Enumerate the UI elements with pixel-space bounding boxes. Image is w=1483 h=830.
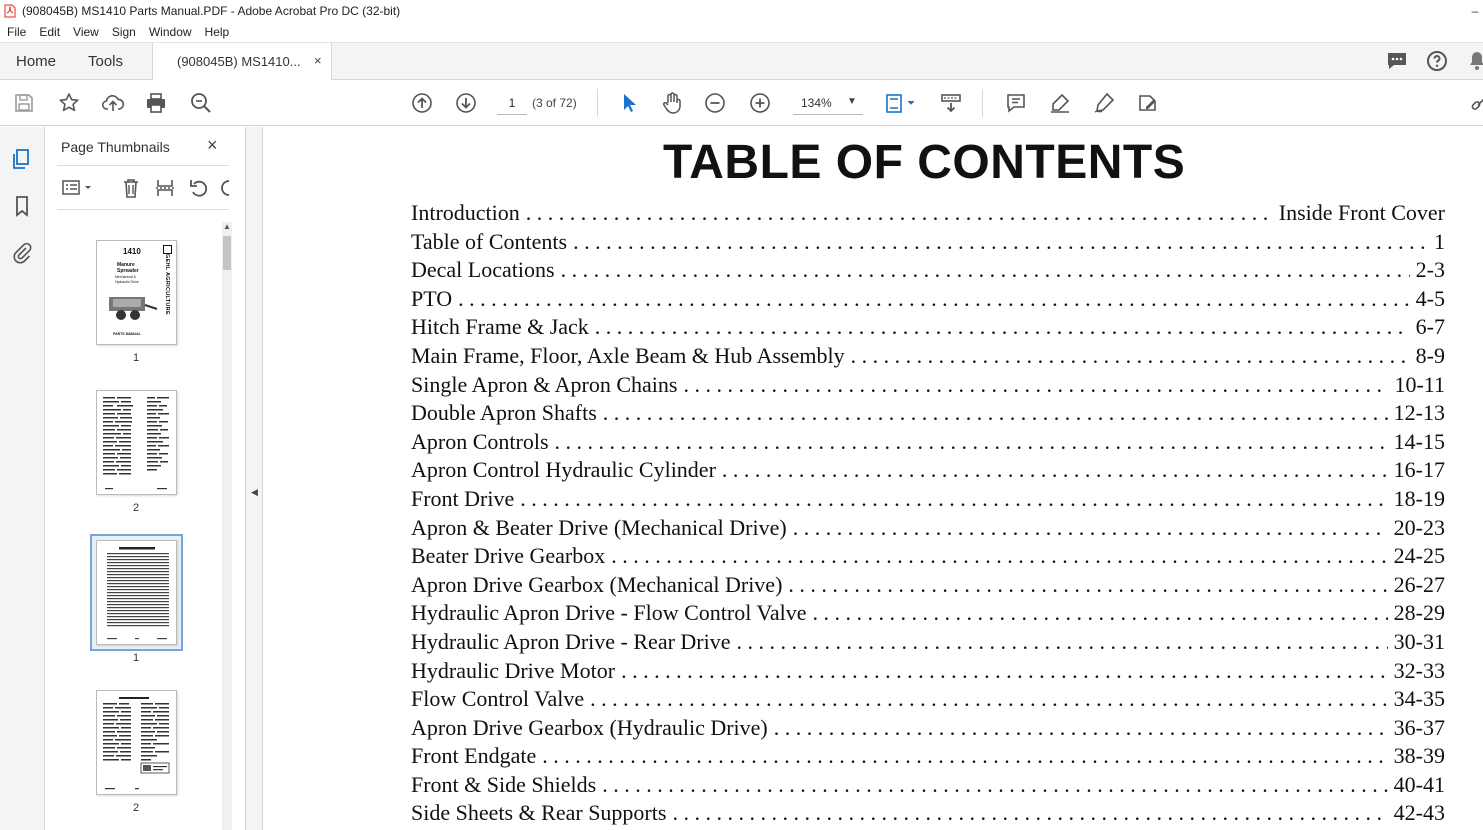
next-page-icon[interactable] — [454, 91, 478, 115]
menu-help[interactable]: Help — [204, 25, 230, 39]
toc-entry-page: 42-43 — [1393, 800, 1445, 826]
toc-entry[interactable] — [411, 658, 1445, 687]
toc-entry[interactable] — [411, 572, 1445, 601]
toc-leader-dots — [520, 486, 1387, 512]
page-number-input[interactable] — [497, 91, 527, 115]
delete-page-icon[interactable] — [120, 177, 142, 199]
toc-entry[interactable] — [411, 715, 1445, 744]
toc-leader-dots — [722, 457, 1388, 483]
title-bar — [0, 0, 1483, 22]
menu-view[interactable]: View — [73, 25, 99, 39]
toolbar-divider — [982, 89, 983, 117]
link-icon[interactable] — [1470, 91, 1483, 115]
toc-leader-dots — [603, 400, 1388, 426]
toc-entry[interactable] — [411, 372, 1445, 401]
options-menu-icon[interactable] — [61, 177, 95, 199]
toc-leader-dots — [458, 286, 1410, 312]
toc-entry[interactable] — [411, 543, 1445, 572]
toc-entry-title: Flow Control Valve — [411, 686, 585, 712]
scroll-up-icon[interactable]: ▲ — [223, 222, 231, 231]
toc-entry[interactable] — [411, 515, 1445, 544]
table-of-contents — [411, 200, 1445, 829]
toc-entry-title: Main Frame, Floor, Axle Beam & Hub Assembly — [411, 342, 845, 368]
menu-window[interactable]: Window — [148, 25, 192, 39]
thumbnail-toolbar — [57, 177, 237, 203]
cover-spreader-image — [103, 293, 159, 321]
toc-entry-page: 16-17 — [1393, 457, 1445, 483]
toc-leader-dots — [555, 429, 1388, 455]
toc-entry-page: 36-37 — [1393, 714, 1445, 740]
toc-leader-dots — [561, 257, 1410, 283]
toc-entry[interactable] — [411, 800, 1445, 829]
toc-leader-dots — [683, 372, 1388, 398]
thumbnail-page-index2[interactable] — [96, 690, 177, 795]
scroll-mode-icon[interactable] — [939, 91, 963, 115]
toc-leader-dots — [813, 600, 1388, 626]
menu-bar — [0, 22, 1483, 43]
zoom-level-select[interactable] — [793, 91, 863, 115]
toc-entry[interactable] — [411, 772, 1445, 801]
toc-entry-title: Single Apron & Apron Chains — [411, 371, 678, 397]
panel-splitter[interactable] — [245, 127, 263, 830]
document-view[interactable] — [263, 127, 1483, 830]
toc-entry-title: Front Drive — [411, 485, 515, 511]
toc-leader-dots — [774, 715, 1388, 741]
toc-leader-dots — [573, 229, 1428, 255]
previous-page-icon[interactable] — [410, 91, 434, 115]
tab-tools[interactable]: Tools — [88, 53, 124, 70]
toc-entry-title: Side Sheets & Rear Supports — [411, 800, 667, 826]
pdf-app-icon — [4, 4, 16, 18]
chevron-down-icon: ▼ — [847, 96, 857, 107]
toc-entry-page: 1 — [1434, 228, 1445, 254]
toc-entry-title: PTO — [411, 285, 453, 311]
toc-leader-dots — [851, 343, 1410, 369]
thumbnail-page-toc[interactable] — [96, 540, 177, 645]
toc-leader-dots — [672, 800, 1387, 826]
cover-footer-text: PARTS MANUAL — [113, 332, 141, 336]
toc-entry[interactable] — [411, 429, 1445, 458]
toc-entry-page: 2-3 — [1415, 257, 1445, 283]
bookmark-star-icon[interactable] — [57, 91, 81, 115]
bookmarks-icon[interactable] — [10, 194, 34, 218]
rotate-left-icon[interactable] — [188, 177, 210, 199]
toc-entry-title: Front & Side Shields — [411, 771, 597, 797]
toc-leader-dots — [793, 515, 1388, 541]
draw-sign-icon[interactable] — [1092, 91, 1116, 115]
toc-entry-page: 32-33 — [1393, 657, 1445, 683]
toc-entry[interactable] — [411, 286, 1445, 315]
toc-entry-title: Beater Drive Gearbox — [411, 543, 606, 569]
toc-entry-page: 8-9 — [1415, 342, 1445, 368]
toc-entry-page: 14-15 — [1393, 428, 1445, 454]
tab-home[interactable]: Home — [16, 53, 57, 70]
thumbnail-text-preview — [97, 391, 177, 495]
toc-entry[interactable] — [411, 686, 1445, 715]
scrollbar-thumb[interactable] — [223, 236, 231, 270]
toc-entry-title: Apron Controls — [411, 428, 549, 454]
toc-entry-title: Table of Contents — [411, 228, 568, 254]
toc-entry-page: 26-27 — [1393, 571, 1445, 597]
cover-title-text: Manure — [117, 262, 135, 268]
toc-entry-page: 6-7 — [1415, 314, 1445, 340]
gehl-brand-text: GEHL AGRICULTURE — [164, 254, 170, 315]
toc-entry-title: Hydraulic Apron Drive - Rear Drive — [411, 628, 731, 654]
toc-entry[interactable] — [411, 257, 1445, 286]
toc-entry[interactable] — [411, 629, 1445, 658]
toolbar-divider — [597, 89, 598, 117]
tab-close-icon[interactable]: × — [314, 53, 322, 68]
page-title: TABLE OF CONTENTS — [663, 136, 1186, 189]
gehl-logo — [163, 245, 172, 341]
menu-edit[interactable]: Edit — [39, 25, 61, 39]
toc-entry-page: 34-35 — [1393, 686, 1445, 712]
rotate-right-icon[interactable] — [217, 177, 229, 199]
toc-entry-title: Apron Drive Gearbox (Mechanical Drive) — [411, 571, 783, 597]
toc-entry-title: Apron & Beater Drive (Mechanical Drive) — [411, 514, 787, 540]
cover-model-text: 1410 — [123, 247, 141, 256]
comment-chat-icon[interactable] — [1385, 49, 1409, 73]
fit-page-icon[interactable] — [883, 91, 919, 115]
panel-divider — [57, 209, 229, 210]
thumbnails-scrollbar[interactable] — [222, 222, 232, 830]
help-icon[interactable] — [1425, 49, 1449, 73]
window-title: (908045B) MS1410 Parts Manual.PDF - Adobe Acrobat Pro DC (32-bit) — [22, 4, 401, 18]
toc-leader-dots — [595, 314, 1410, 340]
menu-file[interactable]: File — [7, 25, 27, 39]
upload-cloud-icon[interactable] — [101, 91, 125, 115]
toc-entry-page: 10-11 — [1394, 371, 1445, 397]
thumbnail-text-preview — [97, 691, 177, 795]
toc-leader-dots — [737, 629, 1388, 655]
toc-entry-page: Inside Front Cover — [1278, 200, 1445, 225]
zoom-search-icon[interactable] — [189, 91, 213, 115]
toc-entry[interactable] — [411, 400, 1445, 429]
toc-entry[interactable] — [411, 743, 1445, 772]
toc-entry-page: 30-31 — [1393, 628, 1445, 654]
toc-entry[interactable] — [411, 229, 1445, 258]
zoom-out-icon[interactable] — [703, 91, 727, 115]
menu-sign[interactable]: Sign — [111, 25, 136, 39]
close-panel-icon[interactable]: × — [207, 135, 218, 155]
toc-entry-title: Apron Drive Gearbox (Hydraulic Drive) — [411, 714, 768, 740]
toc-leader-dots — [542, 743, 1387, 769]
toc-entry-title: Introduction — [411, 200, 520, 225]
hand-tool-icon[interactable] — [660, 91, 684, 115]
toc-entry[interactable] — [411, 457, 1445, 486]
page-thumbnails-icon[interactable] — [10, 147, 34, 171]
panel-divider — [57, 165, 229, 166]
toc-entry-page: 40-41 — [1393, 771, 1445, 797]
notifications-bell-icon[interactable] — [1465, 49, 1483, 73]
window-controls — [1467, 0, 1483, 22]
thumbnail-page-label: 1 — [132, 652, 140, 664]
thumbnail-page-label: 1 — [132, 352, 140, 364]
page-count: (3 of 72) — [532, 96, 577, 110]
thumbnail-text-preview — [97, 541, 177, 645]
panel-title: Page Thumbnails — [61, 139, 170, 155]
toc-leader-dots — [590, 686, 1388, 712]
toc-entry-page: 38-39 — [1393, 743, 1445, 769]
extract-pages-icon[interactable] — [154, 177, 176, 199]
toc-entry-page: 12-13 — [1393, 400, 1445, 426]
toc-entry-title: Double Apron Shafts — [411, 400, 597, 426]
toc-entry-title: Hitch Frame & Jack — [411, 314, 589, 340]
toc-entry-title: Front Endgate — [411, 743, 537, 769]
print-icon[interactable] — [144, 91, 168, 115]
toc-entry-page: 4-5 — [1415, 285, 1445, 311]
thumbnail-page-cover[interactable] — [96, 240, 177, 345]
toc-entry-title: Hydraulic Apron Drive - Flow Control Valve — [411, 600, 807, 626]
toc-leader-dots — [621, 658, 1388, 684]
toc-leader-dots — [788, 572, 1387, 598]
add-comment-icon[interactable] — [1004, 91, 1028, 115]
thumbnail-page-label: 2 — [132, 502, 140, 514]
save-icon[interactable] — [12, 91, 36, 115]
toc-leader-dots — [611, 543, 1387, 569]
select-cursor-icon[interactable] — [617, 91, 641, 115]
toc-entry-title: Decal Locations — [411, 257, 555, 283]
navigation-rail — [0, 127, 45, 830]
toc-entry-page: 28-29 — [1393, 600, 1445, 626]
toc-entry-page: 20-23 — [1393, 514, 1445, 540]
toc-leader-dots — [526, 200, 1273, 226]
cover-subtitle-text: Mechanical & — [115, 275, 137, 279]
zoom-level-value: 134% — [801, 96, 832, 110]
toc-entry[interactable] — [411, 314, 1445, 343]
attachments-paperclip-icon[interactable] — [10, 240, 34, 264]
thumbnail-page-label: 2 — [132, 802, 140, 814]
toc-entry-page: 18-19 — [1393, 485, 1445, 511]
toc-entry[interactable] — [411, 200, 1445, 229]
page-thumbnails-panel — [45, 127, 245, 830]
collapse-panel-icon[interactable]: ◀ — [251, 487, 258, 497]
toc-entry-page: 24-25 — [1393, 543, 1445, 569]
fill-sign-icon[interactable] — [1136, 91, 1160, 115]
cover-title-text: Spreader — [117, 268, 139, 274]
highlight-pen-icon[interactable] — [1048, 91, 1072, 115]
toc-entry[interactable] — [411, 600, 1445, 629]
toc-entry-title: Hydraulic Drive Motor — [411, 657, 616, 683]
main-toolbar — [0, 80, 1483, 126]
cover-subtitle-text: Hydraulic Drive — [115, 280, 139, 284]
zoom-in-icon[interactable] — [748, 91, 772, 115]
toc-entry[interactable] — [411, 486, 1445, 515]
minimize-button[interactable]: – — [1471, 4, 1479, 18]
tab-document[interactable] — [152, 43, 332, 80]
thumbnail-page-index[interactable] — [96, 390, 177, 495]
toc-entry[interactable] — [411, 343, 1445, 372]
toc-leader-dots — [602, 772, 1387, 798]
toc-entry-title: Apron Control Hydraulic Cylinder — [411, 457, 716, 483]
tab-bar — [0, 43, 1483, 80]
tab-document-label: (908045B) MS1410... — [177, 54, 301, 69]
